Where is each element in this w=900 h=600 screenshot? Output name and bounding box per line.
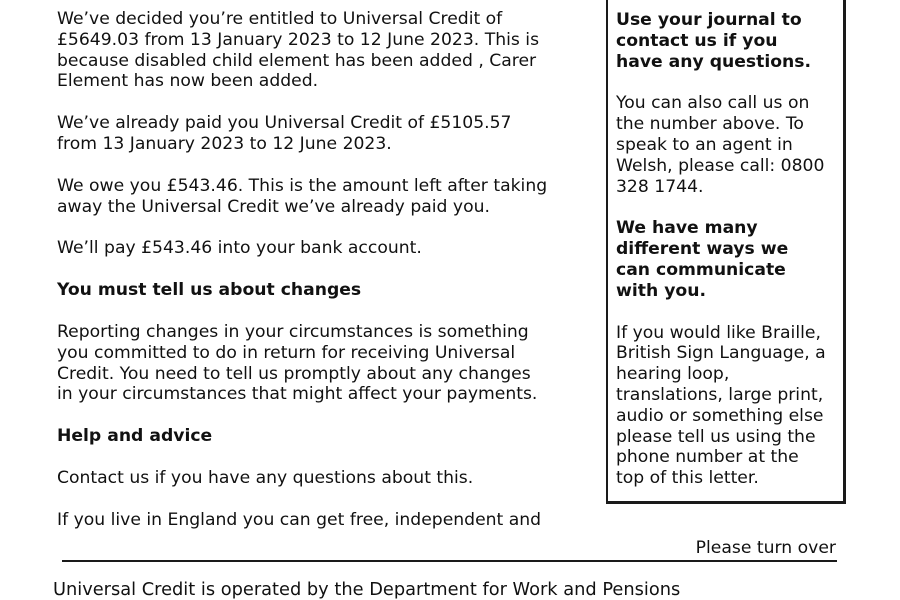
footer-divider: [62, 560, 837, 562]
letter-body: [57, 9, 592, 552]
england-advice-paragraph: If you live in England you can get free, independent and: [57, 509, 542, 530]
accessible-formats-text: If you would like Braille, British Sign Language, a hearing loop, translations, large print, audio or something else please tell us using the phone number at the top of this letter.: [616, 322, 826, 489]
changes-paragraph: Reporting changes in your circumstances is something you committed to do in return for receiving Universal Credit. You need to tell us promptly about any changes in your circumstances that might affect your payments.: [57, 321, 538, 405]
payment-paragraph: We’ll pay £543.46 into your bank account.: [57, 238, 422, 259]
amount-owed-paragraph: We owe you £543.46. This is the amount left after taking away the Universal Credit we’ve already paid you.: [57, 175, 548, 217]
call-us-text: You can also call us on the number above. To speak to an agent in Welsh, please call: 0800 328 1744.: [616, 93, 825, 197]
journal-heading: Use your journal to contact us if you have any questions.: [616, 10, 812, 72]
contact-info-box: [606, 0, 846, 504]
contact-paragraph: Contact us if you have any questions about this.: [57, 467, 474, 488]
footer-text: Universal Credit is operated by the Department for Work and Pensions: [53, 579, 681, 600]
changes-heading: You must tell us about changes: [57, 280, 362, 301]
turn-over-note: Please turn over: [695, 538, 836, 558]
entitlement-paragraph: We’ve decided you’re entitled to Universal Credit of £5649.03 from 13 January 2023 to 12 June 2023. This is because disabled child element has been added , Carer Element has now been added.: [57, 9, 540, 92]
communicate-heading: We have many different ways we can communicate with you.: [616, 218, 789, 301]
help-heading: Help and advice: [57, 426, 213, 447]
already-paid-paragraph: We’ve already paid you Universal Credit of £5105.57 from 13 January 2023 to 12 June 2023.: [57, 113, 512, 154]
